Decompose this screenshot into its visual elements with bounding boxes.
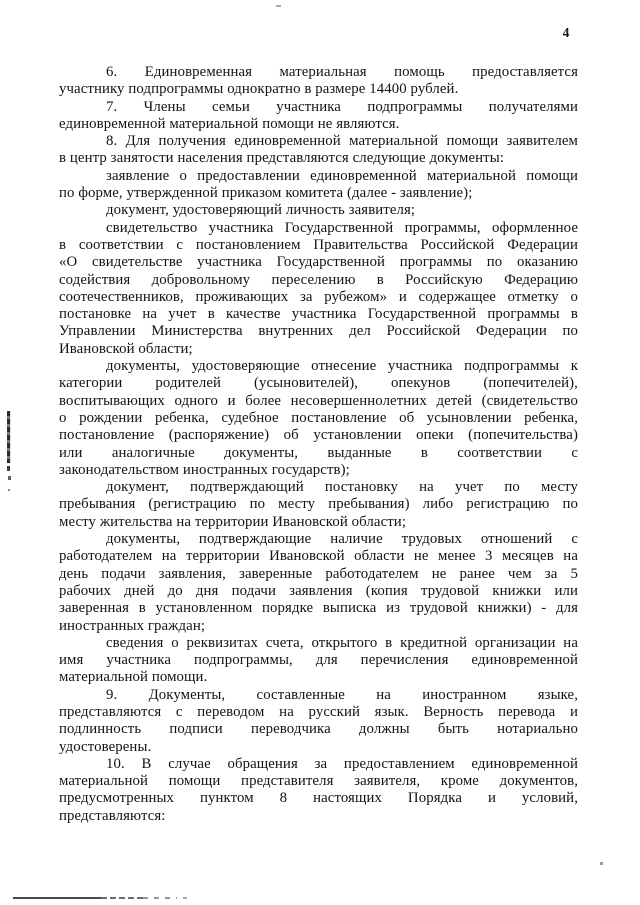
scan-artifact-top-speck [276, 5, 281, 7]
text-line: подлинность подписи переводчика должны быть нотариально [59, 721, 578, 738]
text-line: документы, удостоверяющие отнесение участника подпрограммы к [106, 358, 578, 375]
text-line: соотечественников, проживающих за рубежом» и содержащее отметку о [59, 288, 578, 305]
scan-artifact-left-dot [8, 476, 11, 480]
text-line: сведения о реквизитах счета, открытого в кредитной организации на [106, 634, 578, 651]
scan-artifact-bottom-line [101, 897, 143, 899]
text-line: работодателем на территории Ивановской области не менее 3 месяцев на [59, 548, 578, 565]
text-line: «О свидетельстве участника Государственной программы по оказанию [59, 254, 578, 271]
text-line: документ, удостоверяющий личность заявителя; [106, 202, 416, 219]
scan-artifact-left-dot [7, 466, 10, 471]
text-line: участнику подпрограммы однократно в размере 14400 рублей. [59, 81, 459, 98]
scan-artifact-bottom-line [13, 897, 101, 899]
text-line: 9. Документы, составленные на иностранном языке, [106, 686, 578, 703]
text-line: постановке на учет в качестве участника Государственной программы в [59, 306, 578, 323]
text-line: Управлении Министерства внутренних дел Российской Федерации по [59, 323, 578, 340]
scan-artifact-bottom-line [143, 897, 177, 899]
text-line: имя участника подпрограммы, для перечисления единовременной [59, 652, 578, 669]
text-line: материальной помощи. [59, 669, 208, 686]
text-line: день подачи заявления, заверенные работодателем не ранее чем за 5 [59, 565, 578, 582]
text-line: постановление (распоряжение) об установлении опеки (попечительства) [59, 427, 578, 444]
text-line: категории родителей (усыновителей), опекунов (попечителей), [59, 375, 578, 392]
text-line: законодательством иностранных государств); [59, 461, 350, 478]
page-number: 4 [562, 25, 570, 40]
document-body [59, 64, 578, 825]
text-line: месту жительства на территории Ивановской области; [59, 513, 407, 530]
text-line: предусмотренных пунктом 8 настоящих Порядка и условий, [59, 790, 578, 807]
text-line: документы, подтверждающие наличие трудовых отношений с [106, 531, 578, 548]
text-line: пребывания (регистрацию по месту пребывания) либо регистрацию по [59, 496, 578, 513]
text-line: содействия добровольному переселению в Российскую Федерацию [59, 271, 578, 288]
text-line: материальной помощи представителя заявителя, кроме документов, [59, 773, 578, 790]
text-line: заверенная в установленном порядке выписка из трудовой книжки) - для [59, 600, 578, 617]
scan-artifact-bottom-dot [183, 897, 187, 899]
scan-artifact-left-streak [7, 411, 10, 463]
text-line: Ивановской области; [59, 340, 193, 357]
text-line: 8. Для получения единовременной материальной помощи заявителем [106, 133, 578, 150]
text-line: 6. Единовременная материальная помощь предоставляется [106, 64, 578, 80]
text-line: 10. В случае обращения за предоставлением единовременной [106, 755, 578, 772]
scan-artifact-right-speck [600, 862, 603, 865]
text-line: в соответствии с постановлением Правительства Российской Федерации [59, 236, 578, 253]
text-line: документ, подтверждающий постановку на учет по месту [106, 479, 578, 496]
text-line: иностранных граждан; [59, 617, 206, 634]
text-line: представляются: [59, 807, 166, 824]
text-line: представляются с переводом на русский язык. Верность перевода и [59, 703, 578, 720]
text-line: 7. Члены семьи участника подпрограммы получателями [106, 98, 578, 115]
text-line: свидетельство участника Государственной программы, оформленное [106, 219, 578, 236]
text-line: в центр занятости населения представляются следующие документы: [59, 150, 504, 167]
text-line: по форме, утвержденной приказом комитета (далее - заявление); [59, 185, 473, 202]
scan-artifact-left-dot [8, 489, 10, 491]
text-line: рабочих дней до дня подачи заявления (копия трудовой книжки или [59, 582, 578, 599]
text-line: удостоверены. [59, 738, 152, 755]
text-line: воспитывающих одного и более несовершеннолетних детей (свидетельство [59, 392, 578, 409]
text-line: или аналогичные документы, выданные в соответствии с [59, 444, 578, 461]
text-line: единовременной материальной помощи не являются. [59, 115, 400, 132]
text-line: заявление о предоставлении единовременной материальной помощи [106, 167, 578, 184]
text-line: о рождении ребенка, судебное постановление об усыновлении ребенка, [59, 409, 578, 426]
